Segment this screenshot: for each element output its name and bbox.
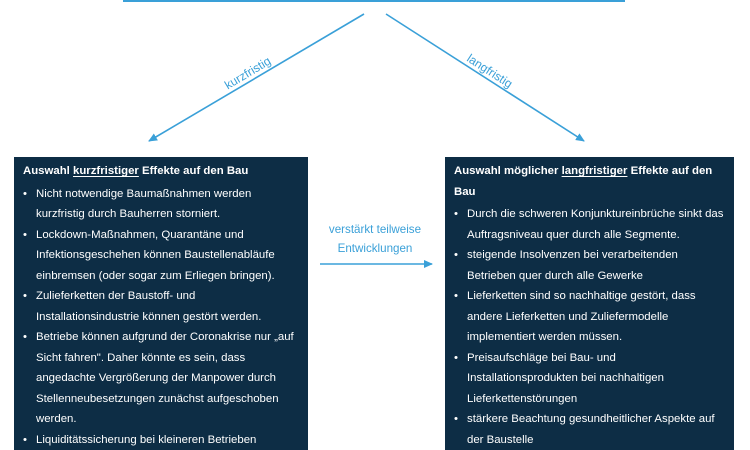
short-term-item: • Nicht notwendige Baumaßnahmen werden kurzfristig durch Bauherren storniert.: [23, 184, 300, 225]
short-term-title-suffix: Effekte auf den Bau: [138, 165, 249, 177]
arrow-label-short-term: kurzfristig: [222, 53, 274, 93]
arrow-long-term: [386, 14, 584, 141]
short-term-list: [23, 184, 300, 450]
arrow-short-term: [149, 14, 364, 141]
short-term-item: • Betriebe können aufgrund der Coronakrise nur „auf Sicht fahren". Daher könnte es sein, dass angedachte Vergrößerung der Manpower durch Stellenneubesetzungen zunächst aufgeschoben werden.: [23, 327, 300, 430]
long-term-item: • Lieferketten sind so nachhaltige gestört, dass andere Lieferketten und Zuliefermodelle implementiert werden müssen.: [454, 286, 726, 348]
reinforcement-line-2: Entwicklungen: [337, 242, 413, 255]
short-term-effects-box: [14, 157, 308, 450]
long-term-item: • Durch die schweren Konjunktureinbrüche sinkt das Auftragsniveau quer durch alle Segmente.: [454, 204, 726, 245]
arrow-label-long-term: langfristig: [464, 51, 516, 91]
short-term-item: • Lockdown-Maßnahmen, Quarantäne und Infektionsgeschehen können Baustellenabläufe einbremsen (oder sogar zum Erliegen bringen).: [23, 225, 300, 287]
short-term-title: [23, 161, 300, 182]
long-term-list: [454, 204, 726, 450]
long-term-item: • Preisaufschläge bei Bau- und Installationsprodukten bei nachhaltigen Lieferkettenstörungen: [454, 348, 726, 410]
long-term-title: [454, 161, 726, 202]
long-term-item: • steigende Insolvenzen bei verarbeitenden Betrieben quer durch alle Gewerke: [454, 245, 726, 286]
short-term-title-prefix: Auswahl: [23, 165, 74, 177]
short-term-item: • Liquiditätssicherung bei kleineren Betrieben: [23, 430, 300, 450]
long-term-title-emphasis: langfristiger: [561, 165, 628, 177]
long-term-item: • stärkere Beachtung gesundheitlicher Aspekte auf der Baustelle: [454, 409, 726, 450]
short-term-item: • Zulieferketten der Baustoff- und Installationsindustrie können gestört werden.: [23, 286, 300, 327]
long-term-title-suffix: Effekte auf den Bau: [454, 165, 713, 198]
short-term-title-emphasis: kurzfristiger: [73, 165, 139, 177]
reinforcement-label: [312, 220, 438, 258]
long-term-effects-box: [445, 157, 734, 450]
reinforcement-line-1: verstärkt teilweise: [328, 223, 422, 236]
long-term-title-prefix: Auswahl möglicher: [454, 165, 562, 177]
